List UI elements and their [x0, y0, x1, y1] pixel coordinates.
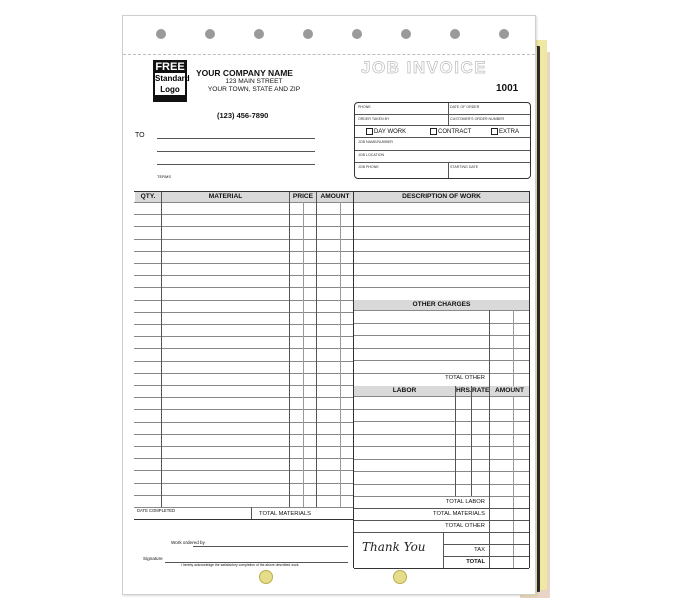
- invoice-number: 1001: [496, 83, 519, 94]
- job-name-number-label: JOB NAME/NUMBER: [358, 140, 393, 144]
- col-qty-header: QTY.: [135, 192, 161, 202]
- material-row-line: [134, 470, 353, 471]
- job-phone-label: JOB PHONE: [358, 165, 379, 169]
- starting-date-label: STARTING DATE: [450, 165, 479, 169]
- material-row-line: [134, 495, 353, 496]
- total-label: TOTAL: [466, 559, 485, 565]
- material-row-line: [134, 239, 353, 240]
- material-row-line: [134, 361, 353, 362]
- order-info-box: [354, 102, 531, 179]
- labor-row-line: [354, 471, 529, 472]
- work-ordered-by-label: Work ordered by: [171, 540, 205, 545]
- company-name: YOUR COMPANY NAME: [196, 68, 293, 78]
- logo-standard-text: Standard: [155, 74, 190, 83]
- binder-hole-icon: [254, 29, 264, 39]
- labor-row-line: [354, 396, 529, 397]
- material-row-line: [134, 324, 353, 325]
- to-line[interactable]: [157, 164, 315, 165]
- material-row-line: [134, 226, 353, 227]
- material-row-line: [134, 300, 353, 301]
- other-charges-row-line: [354, 323, 529, 324]
- col-price-header: PRICE: [290, 192, 316, 202]
- binder-hole-icon: [259, 570, 273, 584]
- terms-label: TERMS: [157, 174, 171, 179]
- labor-row-line: [354, 434, 529, 435]
- material-row-line: [134, 422, 353, 423]
- other-charges-row-line: [354, 373, 529, 374]
- labor-row-line: [354, 459, 529, 460]
- contract-label: CONTRACT: [438, 128, 472, 135]
- binder-hole-icon: [303, 29, 313, 39]
- binder-hole-icon: [156, 29, 166, 39]
- material-row-line: [134, 348, 353, 349]
- binder-hole-icon: [393, 570, 407, 584]
- description-of-work-header: DESCRIPTION OF WORK: [354, 192, 529, 202]
- material-row-line: [134, 434, 353, 435]
- logo-logo-text: Logo: [155, 84, 185, 95]
- material-row-line: [134, 397, 353, 398]
- col-material-header: MATERIAL: [162, 192, 289, 202]
- total-materials-label: TOTAL MATERIALS: [259, 511, 311, 517]
- description-row-line: [354, 226, 529, 227]
- total-other-row-label: TOTAL OTHER: [445, 375, 485, 381]
- to-line[interactable]: [157, 138, 315, 139]
- summary-total-other-label: TOTAL OTHER: [445, 523, 485, 529]
- material-row-line: [134, 287, 353, 288]
- tax-label: TAX: [474, 547, 485, 553]
- date-of-order-label: DATE OF ORDER: [450, 105, 480, 109]
- logo-free-text: FREE: [155, 61, 185, 73]
- signature-label: Signature: [143, 556, 163, 561]
- description-row-line: [354, 287, 529, 288]
- extra-checkbox[interactable]: [491, 128, 519, 135]
- thank-you-text: Thank You: [362, 540, 426, 554]
- material-row-line: [134, 202, 353, 203]
- to-label: TO: [135, 132, 145, 139]
- col-hrs-header: HRS.: [456, 387, 472, 394]
- labor-row-line: [354, 484, 529, 485]
- day-work-checkbox[interactable]: [366, 128, 406, 135]
- material-row-line: [134, 409, 353, 410]
- company-street: 123 MAIN STREET: [225, 78, 283, 85]
- binder-hole-icon: [205, 29, 215, 39]
- other-charges-row-line: [354, 335, 529, 336]
- checkbox-icon: [366, 128, 373, 135]
- col-labor-amount-header: AMOUNT: [490, 386, 529, 396]
- total-labor-label: TOTAL LABOR: [445, 499, 485, 505]
- material-row-line: [134, 483, 353, 484]
- material-row-line: [134, 214, 353, 215]
- col-labor-header: LABOR: [354, 386, 455, 396]
- labor-row-line: [354, 409, 529, 410]
- description-row-line: [354, 202, 529, 203]
- labor-row-line: [354, 496, 529, 497]
- other-charges-row-line: [354, 310, 529, 311]
- other-charges-header: OTHER CHARGES: [354, 300, 529, 310]
- invoice-title: JOB INVOICE: [361, 58, 488, 77]
- description-row-line: [354, 251, 529, 252]
- labor-row-line: [354, 421, 529, 422]
- material-row-line: [134, 336, 353, 337]
- perforation-line: [123, 54, 535, 55]
- contract-checkbox[interactable]: [430, 128, 471, 135]
- material-row-line: [134, 251, 353, 252]
- checkbox-icon: [430, 128, 437, 135]
- summary-total-materials-label: TOTAL MATERIALS: [433, 511, 485, 517]
- description-row-line: [354, 275, 529, 276]
- description-row-line: [354, 239, 529, 240]
- binder-hole-icon: [450, 29, 460, 39]
- extra-label: EXTRA: [499, 128, 520, 135]
- description-row-line: [354, 214, 529, 215]
- company-city: YOUR TOWN, STATE AND ZIP: [207, 86, 301, 93]
- material-row-line: [134, 275, 353, 276]
- date-completed-label: DATE COMPLETED: [137, 508, 176, 513]
- work-ordered-by-line[interactable]: [193, 546, 348, 547]
- order-taken-by-label: ORDER TAKEN BY: [358, 117, 390, 121]
- job-location-label: JOB LOCATION: [358, 153, 385, 157]
- to-line[interactable]: [157, 151, 315, 152]
- phone-label: PHONE: [358, 105, 371, 109]
- binder-hole-icon: [499, 29, 509, 39]
- company-logo: [153, 60, 190, 102]
- binder-hole-icon: [352, 29, 362, 39]
- checkbox-icon: [491, 128, 498, 135]
- other-charges-row-line: [354, 360, 529, 361]
- labor-row-line: [354, 446, 529, 447]
- material-row-line: [134, 458, 353, 459]
- binder-hole-icon: [401, 29, 411, 39]
- col-amount-header: AMOUNT: [317, 192, 353, 202]
- other-charges-row-line: [354, 348, 529, 349]
- col-rate-header: RATE: [472, 387, 490, 394]
- acknowledgement-text: I hereby acknowledge the satisfactory completion of the above described work.: [181, 563, 300, 567]
- material-row-line: [134, 263, 353, 264]
- day-work-label: DAY WORK: [374, 128, 407, 135]
- customer-order-number-label: CUSTOMER'S ORDER NUMBER: [450, 117, 505, 121]
- material-row-line: [134, 385, 353, 386]
- company-phone: (123) 456-7890: [217, 111, 269, 120]
- material-row-line: [134, 446, 353, 447]
- invoice-form: [122, 15, 536, 595]
- material-row-line: [134, 312, 353, 313]
- material-row-line: [134, 373, 353, 374]
- description-row-line: [354, 263, 529, 264]
